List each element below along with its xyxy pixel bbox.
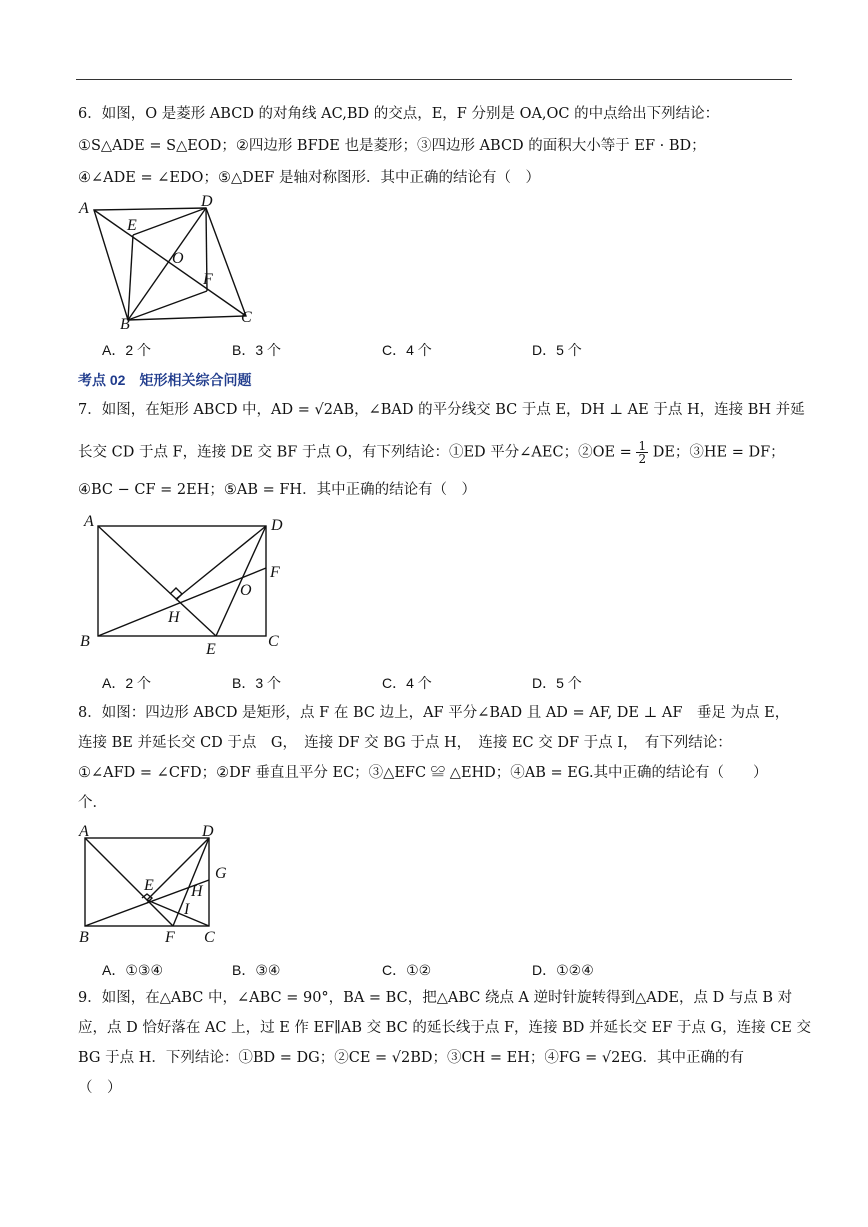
q7-label-h: H bbox=[168, 609, 180, 626]
q7-segment-dh bbox=[176, 526, 266, 599]
q8-stem-line2: 连接 BE 并延长交 CD 于点 G， 连接 DF 交 BG 于点 H， 连接 EC 交 DF 于点 I， 有下列结论： bbox=[78, 735, 732, 751]
q8-option-d[interactable]: D．①②④ bbox=[532, 962, 594, 978]
q8-label-f: F bbox=[165, 929, 175, 946]
q6-diagonal-ac bbox=[94, 210, 246, 316]
q7-stem-line1: 7．如图，在矩形 ABCD 中，AD = √2AB，∠BAD 的平分线交 BC 于点 E，DH ⊥ AE 于点 H，连接 BH 并延 bbox=[78, 402, 805, 418]
q7-label-b: B bbox=[80, 633, 90, 650]
q6-diagonal-bd bbox=[128, 208, 206, 320]
q8-label-c: C bbox=[204, 929, 215, 946]
q8-label-g: G bbox=[215, 865, 227, 882]
q6-label-d: D bbox=[201, 193, 213, 210]
q7-label-f: F bbox=[270, 564, 280, 581]
q8-label-i: I bbox=[184, 901, 190, 918]
q8-option-c[interactable]: C．①② bbox=[382, 962, 432, 978]
q8-stem-line3: ①∠AFD = ∠CFD；②DF 垂直且平分 EC；③△EFC ≌ △EHD；④AB = EG.其中正确的结论有（ ） bbox=[78, 765, 768, 781]
q9-stem-line2: 应，点 D 恰好落在 AC 上，过 E 作 EF∥AB 交 BC 的延长线于点 F，连接 BD 并延长交 EF 于点 G，连接 CE 交 bbox=[78, 1020, 811, 1036]
q6-stem-line3: ④∠ADE = ∠EDO；⑤△DEF 是轴对称图形．其中正确的结论有（ ） bbox=[78, 170, 540, 186]
q8-label-d: D bbox=[202, 823, 214, 840]
q8-rectangle-figure bbox=[78, 818, 248, 948]
q8-label-h: H bbox=[191, 883, 203, 900]
q6-label-f: F bbox=[203, 271, 213, 288]
q7-label-o: O bbox=[240, 582, 252, 599]
q6-stem-line2: ①S△ADE = S△EOD；②四边形 BFDE 也是菱形；③四边形 ABCD 的面积大小等于 EF · BD； bbox=[78, 138, 706, 154]
q6-stem-line1: 6．如图，O 是菱形 ABCD 的对角线 AC,BD 的交点，E，F 分别是 OA,OC 的中点给出下列结论： bbox=[78, 106, 720, 122]
q6-label-o: O bbox=[172, 250, 184, 267]
q6-rhombus-figure bbox=[78, 193, 258, 336]
q6-rhombus bbox=[94, 208, 246, 320]
q7-stem-line2-end: DE；③HE = DF； bbox=[652, 444, 785, 461]
q6-option-d[interactable]: D．5 个 bbox=[532, 342, 582, 358]
q7-label-e: E bbox=[206, 641, 216, 658]
q8-option-a[interactable]: A．①③④ bbox=[102, 962, 163, 978]
q7-label-d: D bbox=[271, 517, 283, 534]
q8-label-b: B bbox=[79, 929, 89, 946]
q9-stem-line4: （ ） bbox=[78, 1080, 122, 1096]
q9-stem-line3: BG 于点 H．下列结论：①BD = DG；②CE = √2BD；③CH = EH；④FG = √2EG．其中正确的有 bbox=[78, 1050, 744, 1066]
q8-stem-line1: 8．如图：四边形 ABCD 是矩形，点 F 在 BC 边上，AF 平分∠BAD 且 AD = AF, DE ⊥ AF 垂足 为点 E， bbox=[78, 705, 790, 721]
q7-option-a[interactable]: A．2 个 bbox=[102, 675, 152, 691]
q6-segment-bf bbox=[128, 291, 207, 320]
q6-segment-be bbox=[128, 235, 133, 320]
q7-stem-line2-start: 长交 CD 于点 F，连接 DE 交 BF 于点 O，有下列结论：①ED 平分∠AEC；②OE = bbox=[78, 444, 632, 461]
q8-label-a: A bbox=[79, 823, 89, 840]
q6-label-e: E bbox=[127, 217, 137, 234]
q7-fraction-numerator: 1 bbox=[638, 439, 647, 453]
q8-label-e: E bbox=[144, 877, 154, 894]
q7-fraction-half bbox=[636, 440, 648, 465]
q7-segment-de bbox=[216, 526, 266, 636]
q6-label-b: B bbox=[120, 316, 130, 333]
q6-option-b[interactable]: B．3 个 bbox=[232, 342, 282, 358]
q7-label-a: A bbox=[84, 513, 94, 530]
q6-option-c[interactable]: C．4 个 bbox=[382, 342, 432, 358]
q7-segment-bf bbox=[98, 568, 266, 636]
q7-option-c[interactable]: C．4 个 bbox=[382, 675, 432, 691]
q7-stem-line2 bbox=[78, 440, 785, 465]
q7-rectangle-figure bbox=[78, 510, 298, 660]
section-heading: 考点 02 矩形相关综合问题 bbox=[78, 372, 252, 388]
q8-segment-af bbox=[85, 838, 173, 926]
q6-segment-ed bbox=[133, 208, 206, 235]
q6-option-a[interactable]: A．2 个 bbox=[102, 342, 152, 358]
q6-label-a: A bbox=[79, 200, 89, 217]
q7-option-d[interactable]: D．5 个 bbox=[532, 675, 582, 691]
q9-stem-line1: 9．如图，在△ABC 中，∠ABC = 90°，BA = BC，把△ABC 绕点 A 逆时针旋转得到△ADE，点 D 与点 B 对 bbox=[78, 990, 793, 1006]
q7-fraction-denominator: 2 bbox=[638, 452, 647, 466]
q8-option-b[interactable]: B．③④ bbox=[232, 962, 281, 978]
q7-option-b[interactable]: B．3 个 bbox=[232, 675, 282, 691]
q7-stem-line3: ④BC − CF = 2EH；⑤AB = FH．其中正确的结论有（ ） bbox=[78, 482, 477, 498]
q8-segment-ec bbox=[147, 900, 209, 926]
q8-stem-line4: 个． bbox=[78, 795, 107, 811]
header-rule bbox=[76, 79, 792, 80]
q6-label-c: C bbox=[241, 309, 252, 326]
q7-label-c: C bbox=[268, 633, 279, 650]
